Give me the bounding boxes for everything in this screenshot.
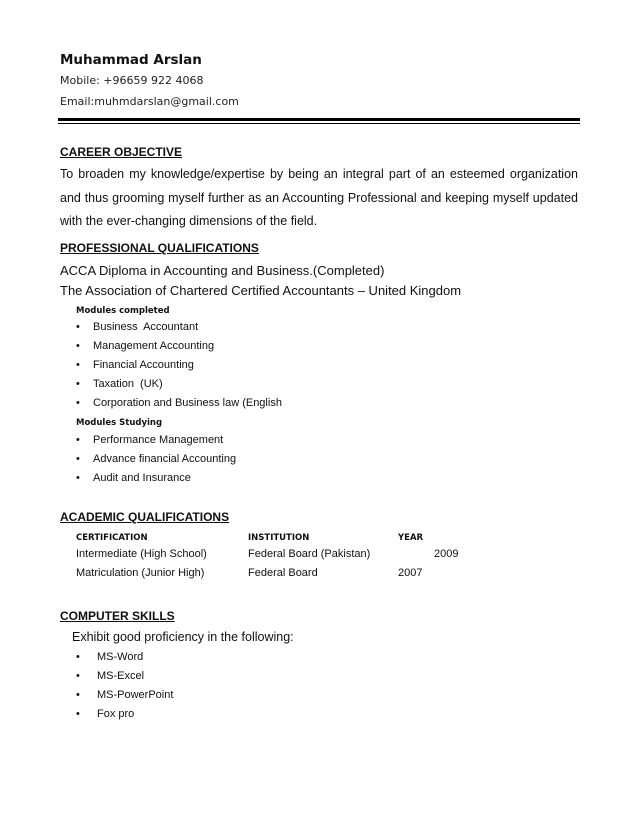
- table-cell: Federal Board (Pakistan): [248, 548, 371, 560]
- professional-qualifications-heading: PROFESSIONAL QUALIFICATIONS: [60, 241, 259, 255]
- column-header-institution: INSTITUTION: [248, 533, 310, 543]
- bullet-icon: •: [76, 397, 80, 409]
- header-divider-thick: [58, 118, 580, 121]
- table-cell: Intermediate (High School): [76, 548, 207, 560]
- table-cell: Matriculation (Junior High): [76, 567, 205, 579]
- header-divider-thin: [58, 123, 580, 124]
- computer-skills-intro: Exhibit good proficiency in the following:: [72, 630, 294, 644]
- bullet-icon: •: [76, 689, 80, 701]
- acca-diploma-line: ACCA Diploma in Accounting and Business.(Completed): [60, 263, 385, 278]
- modules-completed-heading: Modules completed: [76, 306, 170, 316]
- column-header-year: YEAR: [398, 533, 424, 543]
- acca-association-line: The Association of Chartered Certified Accountants – United Kingdom: [60, 283, 462, 298]
- career-objective-heading: CAREER OBJECTIVE: [60, 145, 183, 159]
- bullet-icon: •: [76, 708, 80, 720]
- bullet-icon: •: [76, 651, 80, 663]
- bullet-icon: •: [76, 472, 80, 484]
- bullet-icon: •: [76, 378, 80, 390]
- modules-studying-heading: Modules Studying: [76, 418, 163, 428]
- academic-qualifications-heading: ACADEMIC QUALIFICATIONS: [60, 510, 230, 524]
- bullet-icon: •: [76, 340, 80, 352]
- table-cell: 2007: [398, 567, 423, 579]
- table-cell: 2009: [434, 548, 459, 560]
- candidate-name: Muhammad Arslan: [60, 52, 202, 68]
- email-line: Email:muhmdarslan@gmail.com: [60, 95, 239, 108]
- bullet-icon: •: [76, 453, 80, 465]
- bullet-icon: •: [76, 434, 80, 446]
- mobile-line: Mobile: +96659 922 4068: [60, 74, 204, 87]
- table-cell: Federal Board: [248, 567, 318, 579]
- bullet-icon: •: [76, 359, 80, 371]
- column-header-certification: CERTIFICATION: [76, 533, 148, 543]
- career-objective-text: To broaden my knowledge/expertise by being an integral part of an esteemed organization and thus grooming myself further as an Accounting Professional and keeping myself updated with the ever-changing dimensions of the field.: [60, 167, 578, 228]
- bullet-icon: •: [76, 670, 80, 682]
- computer-skills-heading: COMPUTER SKILLS: [60, 609, 175, 623]
- resume-page: Muhammad Arslan Mobile: +96659 922 4068 Email:muhmdarslan@gmail.com CAREER OBJECTIVE To broaden my knowledge/expertise by being an integral part of an esteemed organization and thus grooming myself further as an Accounting Professional and keeping myself updated with the ever-changing dimensions of the field. PROFESSIONAL QUALIFICATIONS ACCA Diploma in Accounting and Business.(Completed) The Association of Chartered Certified Accountants – United Kingdom Modules completed • Business Accountant • Management Accounting • Financial Accounting • Taxation (UK) • Corporation and Business law (English Modules Studying • Performance Management • Advance financial Accounting • Audit and Insurance ACADEMIC QUALIFICATIONS CERTIFICATION INSTITUTION YEAR Intermediate (High School) Federal Board (Pakistan) 2009 Matriculation (Junior High) Federal Board 2007 COMPUTER SKILLS Exhibit good proficiency in the following: • MS-Word • MS-Excel • MS-PowerPoint • Fox pro: [60, 52, 578, 720]
- bullet-icon: •: [76, 321, 80, 333]
